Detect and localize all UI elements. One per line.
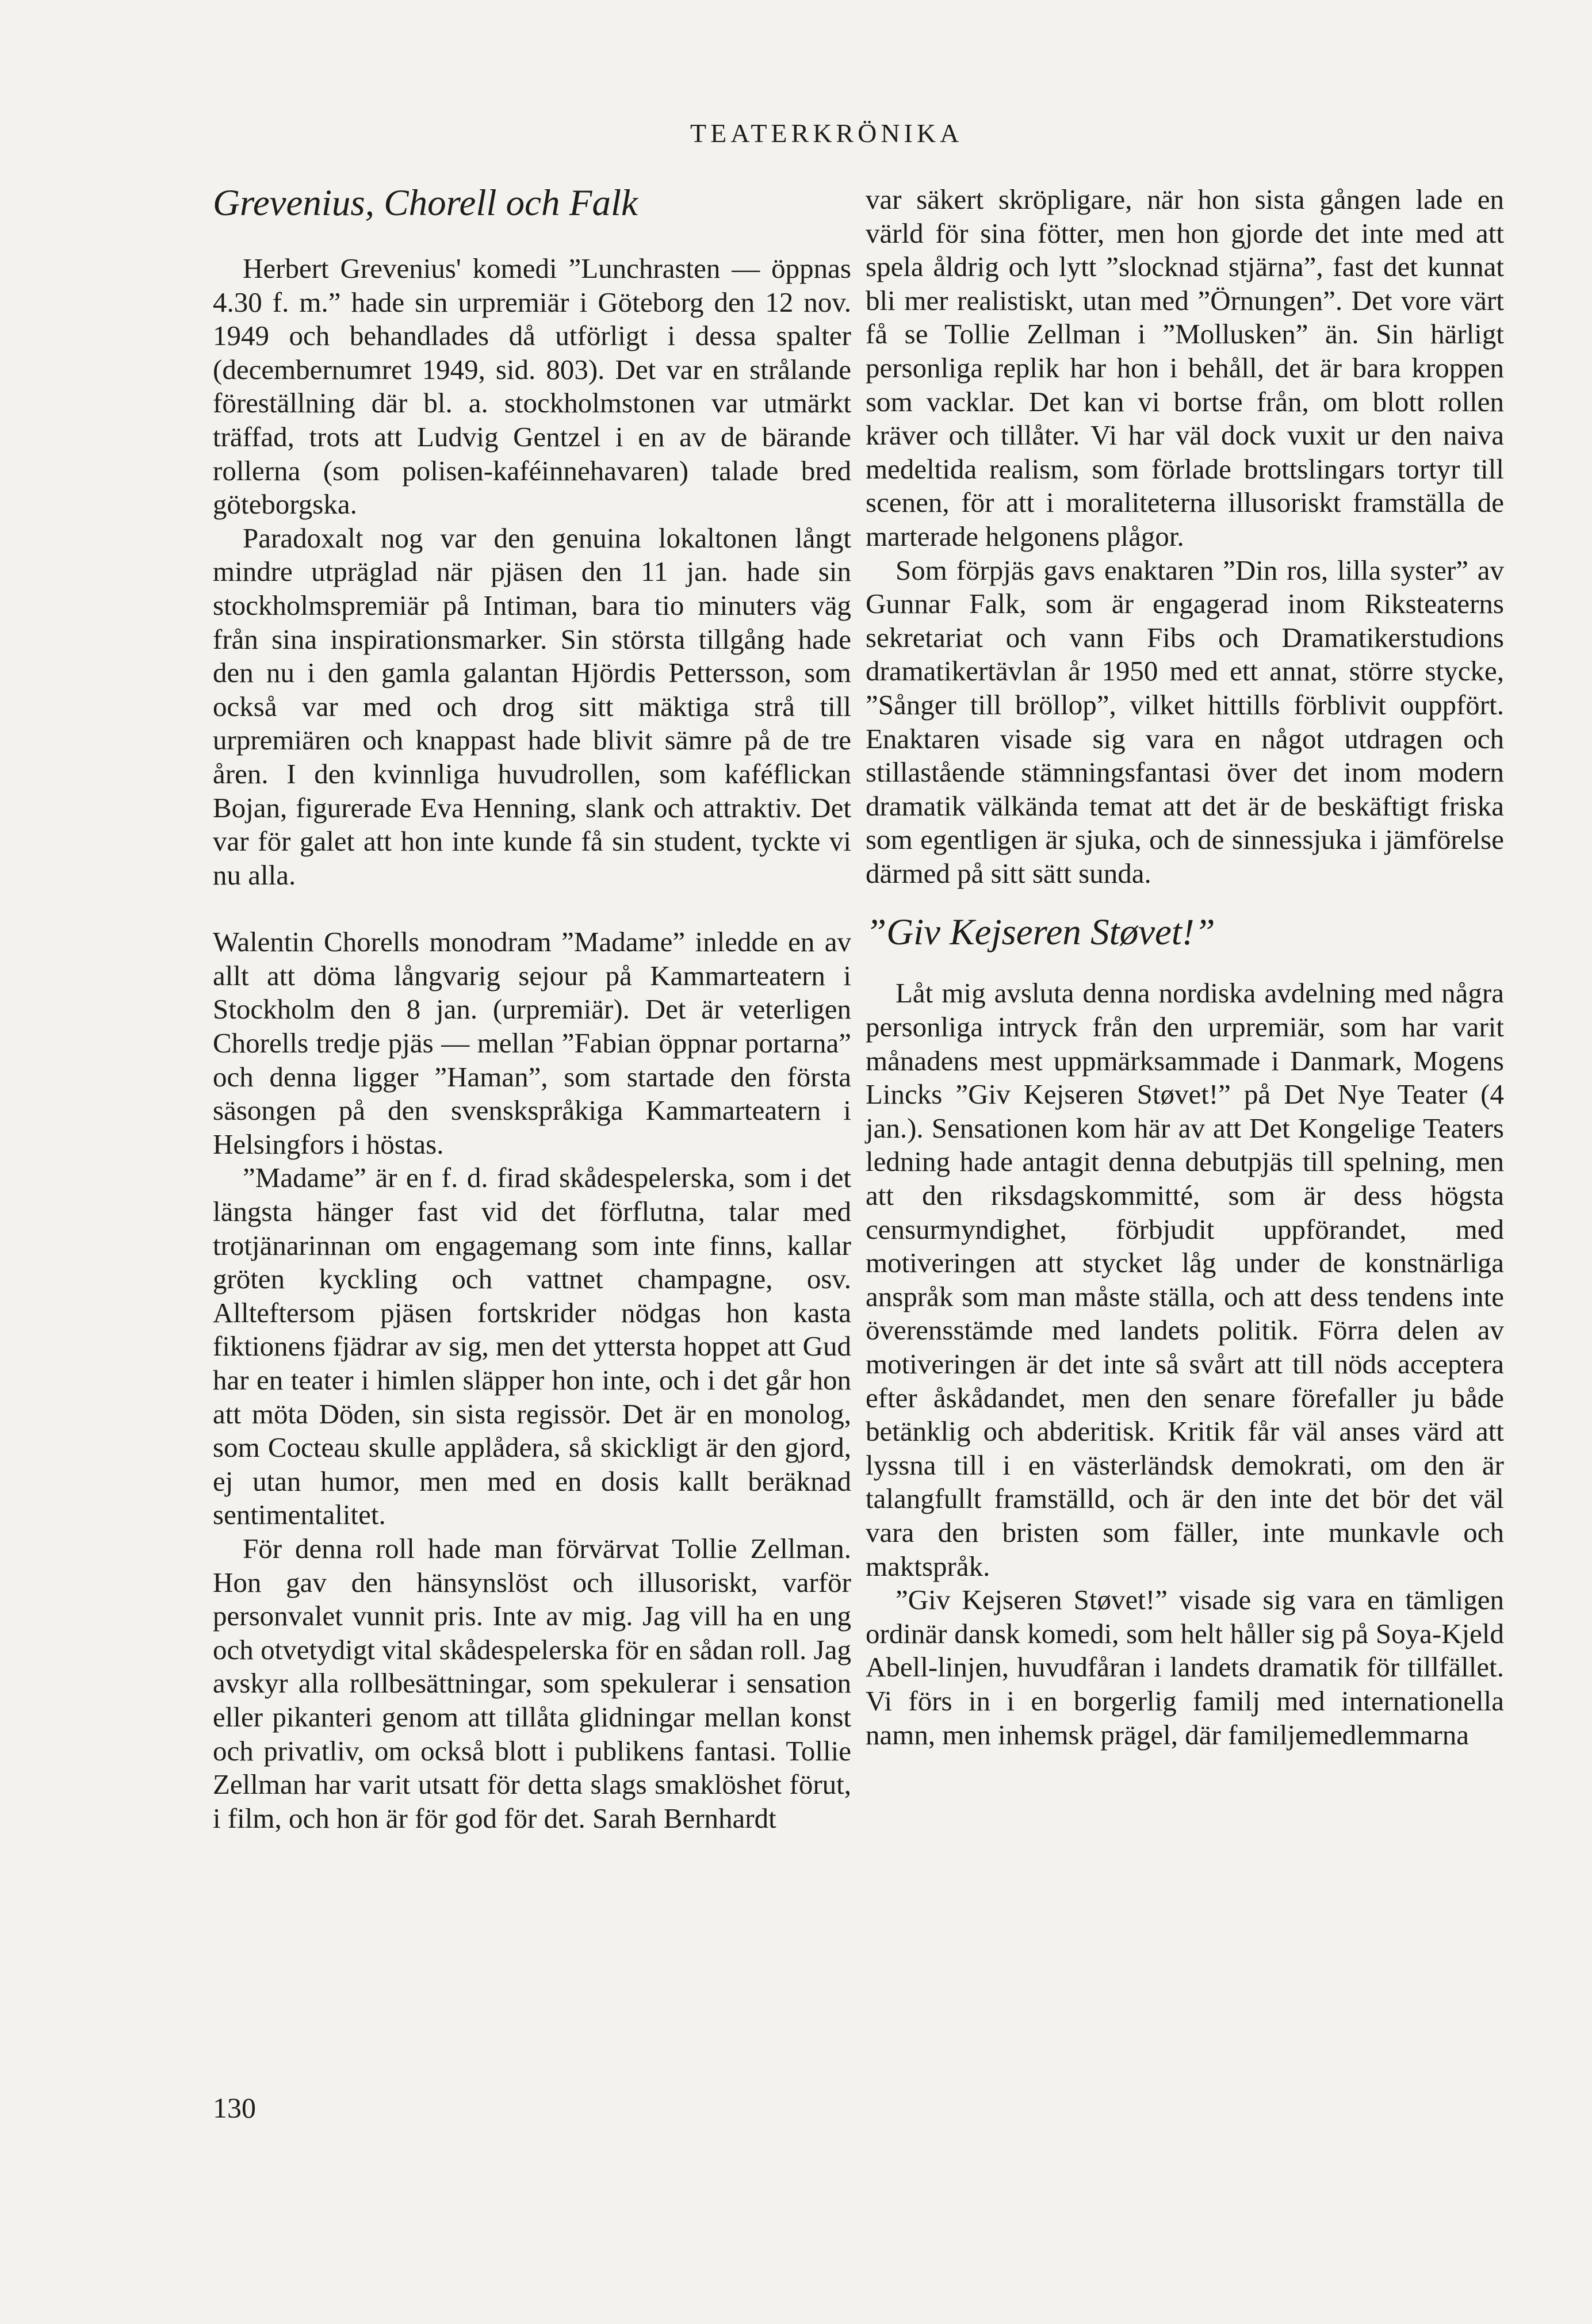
paragraph: ”Giv Kejseren Støvet!” visade sig vara en tämligen ordinär dansk komedi, som helt håller sig på Soya-Kjeld Abell-linjen, huvudfåran i landets dramatik för tillfället. Vi förs in i en borgerlig familj med internationella namn, men inhemsk prägel, där familjemedlemmarna <box>866 1584 1504 1751</box>
paragraph: Walentin Chorells monodram ”Madame” inledde en av allt att döma långvarig sejour på Kammarteatern i Stockholm den 8 jan. (urpremiär). Det är veterligen Chorells tredje pjäs — mellan ”Fabian öppnar portarna” och denna ligger ”Haman”, som startade den första säsongen på den svenskspråkiga Kammarteatern i Helsingfors i höstas. <box>213 926 851 1160</box>
paragraph: Paradoxalt nog var den genuina lokaltonen långt mindre utpräglad när pjäsen den 11 jan. hade sin stockholmspremiär på Intiman, bara tio minuters väg från sina inspirationsmarker. Sin största tillgång hade den nu i den gamla galantan Hjördis Pettersson, som också var med och drog sitt mäktiga strå till urpremiären och knappast hade blivit sämre på de tre åren. I den kvinnliga huvudrollen, som kaféflickan Bojan, figurerade Eva Henning, slank och attraktiv. Det var för galet att hon inte kunde få sin student, tyckte vi nu alla. <box>213 522 851 891</box>
paragraph: var säkert skröpligare, när hon sista gången lade en värld för sina fötter, men hon gjorde det inte med att spela åldrig och lytt ”slocknad stjärna”, fast det kunnat bli mer realistiskt, utan med ”Örnungen”. Det vore värt få se Tollie Zellman i ”Mollusken” än. Sin härligt personliga replik har hon i behåll, det är bara kroppen som vacklar. Det kan vi bortse från, om blott rollen kräver och tillåter. Vi har väl dock vuxit ur den naiva medeltida realism, som förlade brottslingars tortyr till scenen, för att i moraliteterna illusoriskt framställa de marterade helgonens plågor. <box>866 183 1504 552</box>
section-title: ”Giv Kejseren Støvet!” <box>866 912 1215 954</box>
section-title: Grevenius, Chorell och Falk <box>213 182 638 224</box>
left-column <box>213 183 851 1835</box>
paragraph: Herbert Grevenius' komedi ”Lunchrasten — öppnas 4.30 f. m.” hade sin urpremiär i Göteborg den 12 nov. 1949 och behandlades då utförligt i dessa spalter (decembernumret 1949, sid. 803). Det var en strålande föreställning där bl. a. stockholmstonen var utmärkt träffad, trots att Ludvig Gentzel i en av de bärande rollerna (som polisen-kaféinnehavaren) talade bred göteborgska. <box>213 252 851 520</box>
page-number: 130 <box>213 2092 256 2124</box>
paragraph: Låt mig avsluta denna nordiska avdelning med några personliga intryck från den urpremiär, som har varit månadens mest uppmärksammade i Danmark, Mogens Lincks ”Giv Kejseren Støvet!” på Det Nye Teater (4 jan.). Sensationen kom här av att Det Kongelige Teaters ledning hade antagit denna debutpjäs till spelning, men att den riksdagskommitté, som är dess högsta censurmyndighet, förbjudit uppförandet, med motiveringen att stycket låg under de konstnärliga anspråk som man måste ställa, och att dess tendens inte överensstämde med landets politik. Förra delen av motiveringen är det inte så svårt att till nöds acceptera efter åskådandet, men den senare förefaller ju både betänklig och abderitisk. Kritik får väl anses värd att lyssna till i en västerländsk demokrati, om den är talangfullt framställd, och är den inte det bör det väl vara den bristen som fäller, inte munkavle och maktspråk. <box>866 977 1504 1582</box>
running-head: TEATERKRÖNIKA <box>690 118 963 148</box>
paragraph: Som förpjäs gavs enaktaren ”Din ros, lilla syster” av Gunnar Falk, som är engagerad inom Riksteaterns sekretariat och vann Fibs och Dramatikerstudions dramatikertävlan år 1950 med ett annat, större stycke, ”Sånger till bröllop”, vilket hittills förblivit ouppfört. Enaktaren visade sig vara en något utdragen och stillastående stämningsfantasi över det inom modern dramatik välkända temat att det är de beskäftigt friska som egentligen är sjuka, och de sinnessjuka i jämförelse därmed på sitt sätt sunda. <box>866 554 1504 889</box>
paragraph: För denna roll hade man förvärvat Tollie Zellman. Hon gav den hänsynslöst och illusoriskt, varför personvalet vunnit pris. Inte av mig. Jag vill ha en ung och otvetydigt vital skådespelerska för en sådan roll. Jag avskyr alla rollbesättningar, som spekulerar i sensation eller pikanteri genom att tillåta glidningar mellan konst och privatliv, om också blott i publikens fantasi. Tollie Zellman har varit utsatt för detta slags smaklöshet förut, i film, och hon är för god för det. Sarah Bernhardt <box>213 1532 851 1834</box>
right-column <box>866 183 1504 1752</box>
paragraph: ”Madame” är en f. d. firad skådespelerska, som i det längsta hänger fast vid det förflutna, talar med trotjänarinnan om engagemang som inte finns, kallar gröten kyckling och vattnet champagne, osv. Allteftersom pjäsen fortskrider nödgas hon kasta fiktionens fjädrar av sig, men det yttersta hoppet att Gud har en teater i himlen släpper hon inte, och i det går hon att möta Döden, sin sista regissör. Det är en monolog, som Cocteau skulle applådera, så skickligt är den gjord, ej utan humor, men med en dosis kallt beräknad sentimentalitet. <box>213 1162 851 1531</box>
